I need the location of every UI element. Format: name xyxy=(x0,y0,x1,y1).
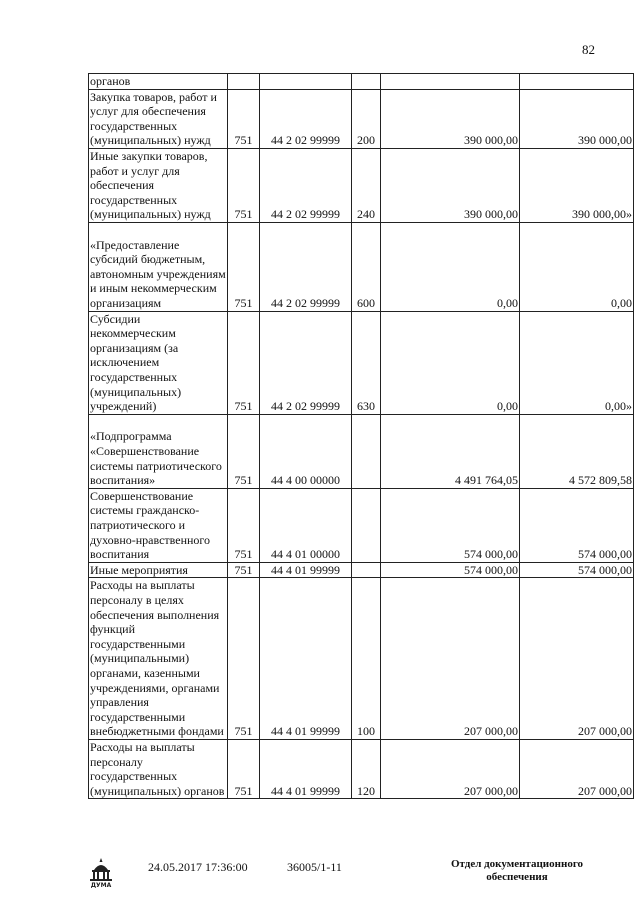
table-row xyxy=(89,222,634,311)
row-name: органов xyxy=(89,74,228,90)
row-sum-2019: 207 000,00 xyxy=(520,578,634,740)
row-name: Закупка товаров, работ и услуг для обеспечения государственных (муниципальных) нужд xyxy=(89,89,228,148)
row-gr-code: 751 xyxy=(228,311,260,414)
row-sum-2018 xyxy=(381,74,520,90)
row-sum-2019: 4 572 809,58 xyxy=(520,414,634,488)
row-name: Иные закупки товаров, работ и услуг для обеспечения государственных (муниципальных) нужд xyxy=(89,148,228,222)
row-vr-code: 600 xyxy=(352,222,381,311)
row-sum-2018: 207 000,00 xyxy=(381,739,520,798)
row-gr-code: 751 xyxy=(228,222,260,311)
row-name: «Подпрограмма «Совершенствование системы патриотического воспитания» xyxy=(89,414,228,488)
row-name: Иные мероприятия xyxy=(89,562,228,578)
row-sum-2019: 207 000,00 xyxy=(520,739,634,798)
row-vr-code: 100 xyxy=(352,578,381,740)
row-csr-code: 44 2 02 99999 xyxy=(260,311,352,414)
footer-doc-number: 36005/1-11 xyxy=(287,860,342,874)
table-row xyxy=(89,562,634,578)
row-gr-code: 751 xyxy=(228,562,260,578)
table-row xyxy=(89,739,634,798)
row-sum-2018: 0,00 xyxy=(381,311,520,414)
budget-table xyxy=(88,73,634,799)
row-name: Расходы на выплаты персоналу в целях обеспечения выполнения функций государственными (муниципальными) органами, казенными учреждениями, органами управления государственными внебюджетными фондами xyxy=(89,578,228,740)
row-sum-2019: 0,00» xyxy=(520,311,634,414)
table-row xyxy=(89,89,634,148)
row-gr-code: 751 xyxy=(228,148,260,222)
row-sum-2019: 574 000,00 xyxy=(520,562,634,578)
row-name: Совершенствование системы гражданско-патриотического и духовно-нравственного воспитания xyxy=(89,488,228,562)
row-gr-code: 751 xyxy=(228,89,260,148)
row-name: Расходы на выплаты персоналу государственных (муниципальных) органов xyxy=(89,739,228,798)
footer-department-line2: обеспечения xyxy=(486,871,548,883)
row-sum-2018: 4 491 764,05 xyxy=(381,414,520,488)
duma-logo-icon xyxy=(86,856,116,888)
row-name: «Предоставление субсидий бюджетным, автономным учреждениям и иным некоммерческим организациям xyxy=(89,222,228,311)
row-vr-code: 630 xyxy=(352,311,381,414)
row-sum-2019: 574 000,00 xyxy=(520,488,634,562)
row-sum-2019: 390 000,00 xyxy=(520,89,634,148)
row-csr-code: 44 2 02 99999 xyxy=(260,222,352,311)
row-csr-code: 44 2 02 99999 xyxy=(260,89,352,148)
row-sum-2018: 390 000,00 xyxy=(381,148,520,222)
row-csr-code: 44 4 01 00000 xyxy=(260,488,352,562)
row-sum-2018: 574 000,00 xyxy=(381,562,520,578)
table-row xyxy=(89,488,634,562)
row-gr-code: 751 xyxy=(228,578,260,740)
row-gr-code: 751 xyxy=(228,488,260,562)
row-csr-code xyxy=(260,74,352,90)
row-sum-2018: 574 000,00 xyxy=(381,488,520,562)
row-csr-code: 44 4 01 99999 xyxy=(260,562,352,578)
row-csr-code: 44 4 00 00000 xyxy=(260,414,352,488)
footer-department-line1: Отдел документационного xyxy=(450,858,584,870)
footer-department xyxy=(436,858,598,884)
row-vr-code xyxy=(352,562,381,578)
svg-text:ДУМА: ДУМА xyxy=(90,882,112,888)
page-footer xyxy=(0,856,640,896)
row-vr-code: 200 xyxy=(352,89,381,148)
row-sum-2018: 390 000,00 xyxy=(381,89,520,148)
row-sum-2018: 207 000,00 xyxy=(381,578,520,740)
table-row xyxy=(89,414,634,488)
row-gr-code xyxy=(228,74,260,90)
row-vr-code xyxy=(352,414,381,488)
row-csr-code: 44 2 02 99999 xyxy=(260,148,352,222)
row-gr-code: 751 xyxy=(228,739,260,798)
row-vr-code: 240 xyxy=(352,148,381,222)
table-row xyxy=(89,311,634,414)
row-sum-2019: 390 000,00» xyxy=(520,148,634,222)
row-vr-code: 120 xyxy=(352,739,381,798)
footer-timestamp: 24.05.2017 17:36:00 xyxy=(148,860,248,874)
row-gr-code: 751 xyxy=(228,414,260,488)
row-vr-code xyxy=(352,74,381,90)
row-csr-code: 44 4 01 99999 xyxy=(260,739,352,798)
table-row xyxy=(89,74,634,90)
table-row xyxy=(89,578,634,740)
row-sum-2019: 0,00 xyxy=(520,222,634,311)
page-number: 82 xyxy=(582,42,595,57)
row-sum-2019 xyxy=(520,74,634,90)
table-row xyxy=(89,148,634,222)
row-name: Субсидии некоммерческим организациям (за исключением государственных (муниципальных) учреждений) xyxy=(89,311,228,414)
row-csr-code: 44 4 01 99999 xyxy=(260,578,352,740)
row-vr-code xyxy=(352,488,381,562)
row-sum-2018: 0,00 xyxy=(381,222,520,311)
